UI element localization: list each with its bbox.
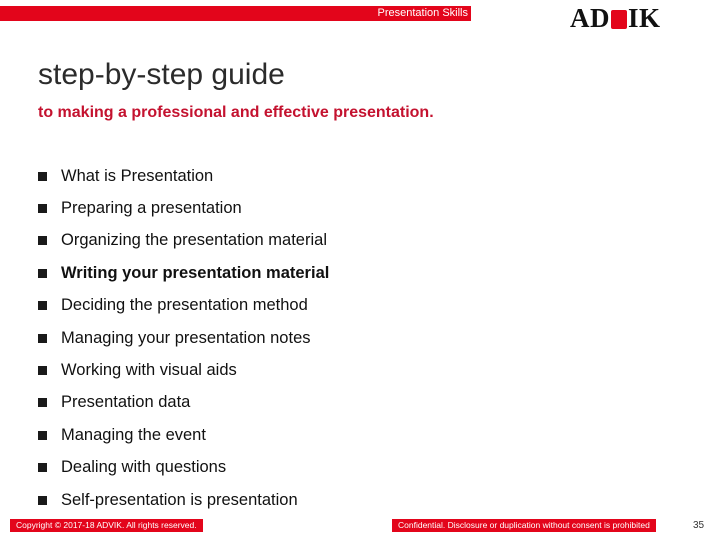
slide-subtitle: to making a professional and effective presentation. (38, 104, 434, 121)
bullet-label: Deciding the presentation method (61, 296, 308, 315)
square-bullet-icon (38, 172, 47, 181)
bullet-label: Writing your presentation material (61, 263, 330, 282)
bullet-label: Working with visual aids (61, 361, 237, 380)
copyright-notice: Copyright © 2017-18 ADVIK. All rights reserved. (10, 519, 203, 532)
bullet-item (38, 322, 329, 354)
square-bullet-icon (38, 236, 47, 245)
bullet-item (38, 452, 329, 484)
bullet-label: Self-presentation is presentation (61, 490, 298, 509)
square-bullet-icon (38, 334, 47, 343)
square-bullet-icon (38, 204, 47, 213)
logo-text-right: IK (628, 2, 661, 33)
logo-mark-icon (611, 10, 627, 29)
square-bullet-icon (38, 463, 47, 472)
logo-text-left: AD (570, 2, 610, 33)
bullet-item (38, 192, 329, 224)
bullet-label: Dealing with questions (61, 458, 227, 477)
bullet-item (38, 484, 329, 516)
bullet-label: Organizing the presentation material (61, 231, 327, 250)
bullet-label: Managing the event (61, 425, 206, 444)
page-number: 35 (693, 520, 705, 531)
bullet-list (38, 160, 329, 516)
bullet-item (38, 290, 329, 322)
bullet-item (38, 419, 329, 451)
square-bullet-icon (38, 269, 47, 278)
confidential-notice: Confidential. Disclosure or duplication without consent is prohibited (392, 519, 656, 532)
bullet-label: Preparing a presentation (61, 199, 242, 218)
company-logo (570, 2, 661, 34)
slide-title: step-by-step guide (38, 58, 285, 91)
square-bullet-icon (38, 496, 47, 505)
bullet-label: What is Presentation (61, 166, 214, 185)
bullet-label: Presentation data (61, 393, 191, 412)
bullet-item (38, 354, 329, 386)
section-label: Presentation Skills (377, 7, 468, 19)
square-bullet-icon (38, 366, 47, 375)
square-bullet-icon (38, 301, 47, 310)
header-bar (0, 6, 471, 21)
bullet-label: Managing your presentation notes (61, 328, 311, 347)
bullet-item (38, 387, 329, 419)
square-bullet-icon (38, 398, 47, 407)
bullet-item (38, 225, 329, 257)
bullet-item (38, 160, 329, 192)
square-bullet-icon (38, 431, 47, 440)
bullet-item (38, 257, 329, 289)
